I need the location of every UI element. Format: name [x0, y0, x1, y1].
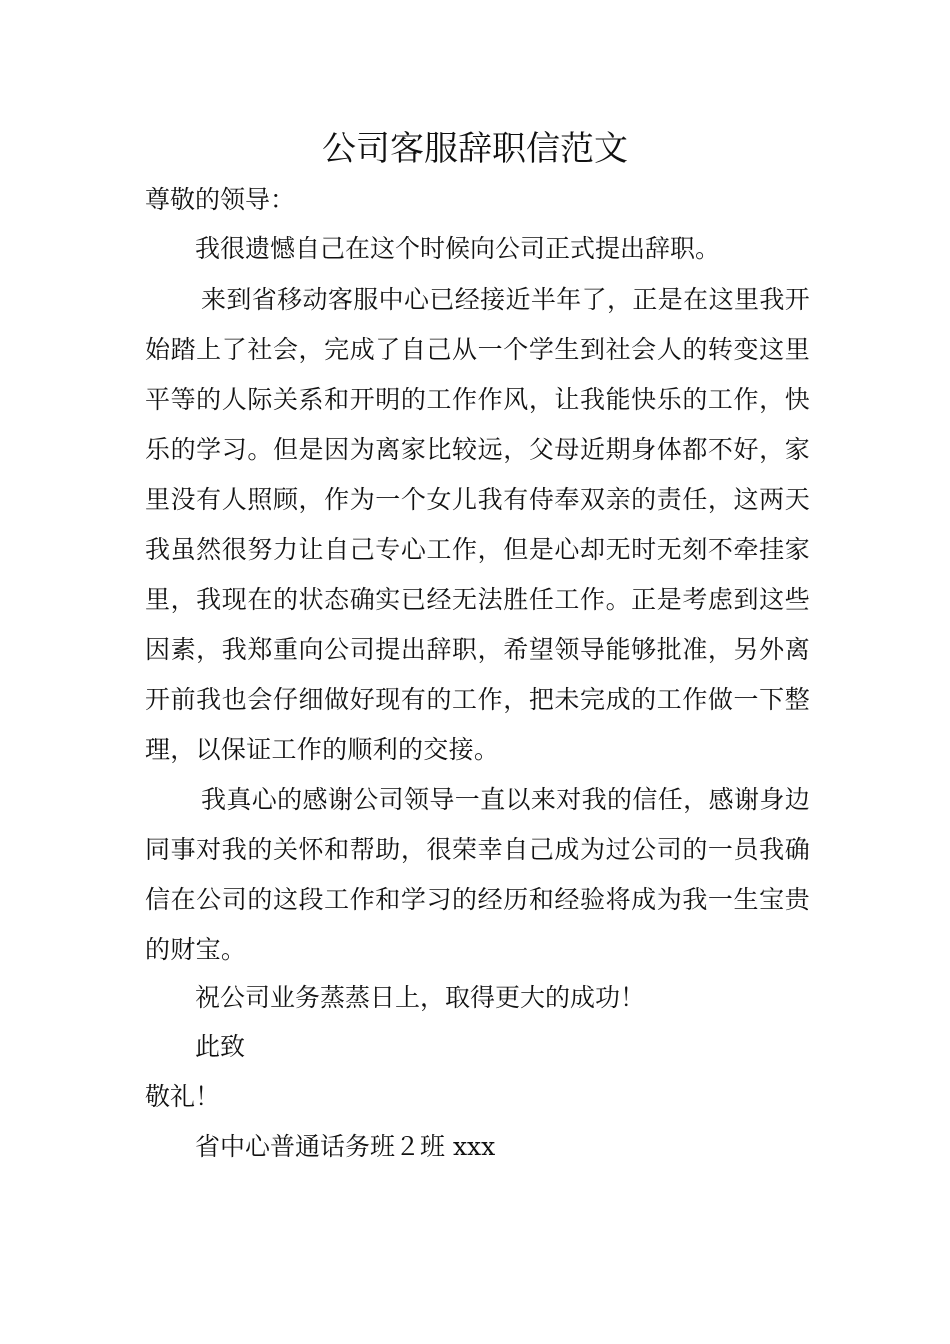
opening-line: 我很遗憾自己在这个时候向公司正式提出辞职。 — [195, 234, 721, 263]
closing-line-2: 敬礼！ — [145, 1082, 221, 1111]
signature: 省中心普通话务班２班 xxx — [195, 1132, 496, 1161]
body-paragraph-1: 来到省移动客服中心已经接近半年了，正是在这里我开始踏上了社会，完成了自己从一个学生到社会人的转变这里平等的人际关系和开明的工作作风，让我能快乐的工作，快乐的学习。但是因为离家比较远，父母近期身体都不好，家里没有人照顾，作为一个女儿我有侍奉双亲的责任，这两天我虽然很努力让自己专心工作，但是心却无时无刻不牵挂家里，我现在的状态确实已经无法胜任工作。正是考虑到这些因素，我郑重向公司提出辞职，希望领导能够批准，另外离开前我也会仔细做好现有的工作，把未完成的工作做一下整理，以保证工作的顺利的交接。 — [145, 285, 810, 764]
body-paragraph-2: 我真心的感谢公司领导一直以来对我的信任，感谢身边同事对我的关怀和帮助，很荣幸自己成为过公司的一员我确信在公司的这段工作和学习的经历和经验将成为我一生宝贵的财宝。 — [145, 785, 810, 964]
salutation: 尊敬的领导： — [145, 185, 296, 214]
wish-line: 祝公司业务蒸蒸日上，取得更大的成功！ — [195, 983, 646, 1012]
closing-line-1: 此致 — [195, 1032, 246, 1061]
document-title: 公司客服辞职信范文 — [322, 129, 628, 169]
